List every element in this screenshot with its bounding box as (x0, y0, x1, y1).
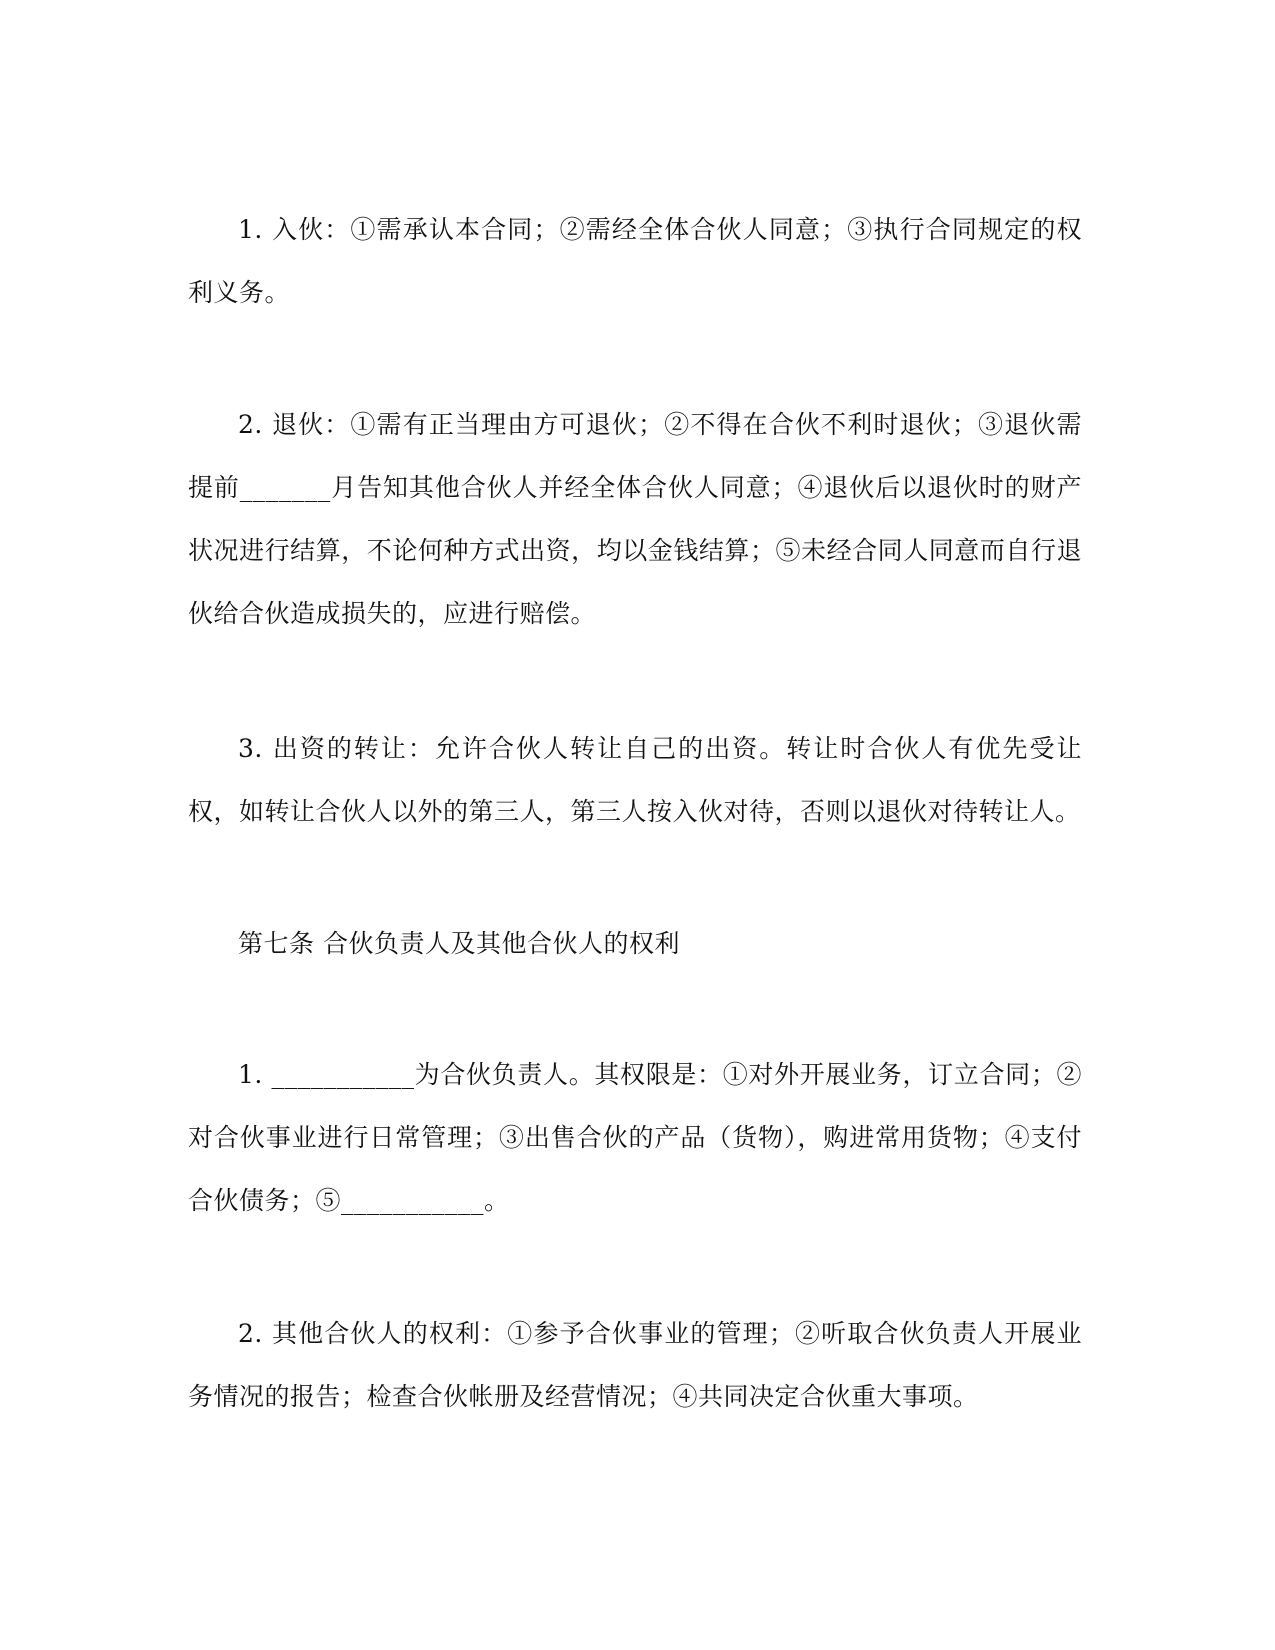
clause-other-partners-rights-paragraph: 2. 其他合伙人的权利：①参予合伙事业的管理；②听取合伙负责人开展业务情况的报告；检查合伙帐册及经营情况；④共同决定合伙重大事项。 (188, 1319, 1082, 1411)
clause-admission-paragraph: 1. 入伙：①需承认本合同；②需经全体合伙人同意；③执行合同规定的权利义务。 (188, 215, 1082, 307)
clause-withdrawal-paragraph: 2. 退伙：①需有正当理由方可退伙；②不得在合伙不利时退伙；③退伙需提前_______月告知其他合伙人并经全体合伙人同意；④退伙后以退伙时的财产状况进行结算，不论何种方式出资，均以金钱结算；⑤未经合同人同意而自行退伙给合伙造成损失的，应进行赔偿。 (188, 410, 1082, 628)
clause-responsible-partner-paragraph: 1. ___________为合伙负责人。其权限是：①对外开展业务，订立合同；②对合伙事业进行日常管理；③出售合伙的产品（货物），购进常用货物；④支付合伙债务；⑤___________。 (188, 1060, 1082, 1215)
clause-capital-transfer-paragraph: 3. 出资的转让：允许合伙人转让自己的出资。转让时合伙人有优先受让权，如转让合伙人以外的第三人，第三人按入伙对待，否则以退伙对待转让人。 (188, 734, 1082, 826)
article-seven-heading: 第七条 合伙负责人及其他合伙人的权利 (238, 929, 680, 958)
